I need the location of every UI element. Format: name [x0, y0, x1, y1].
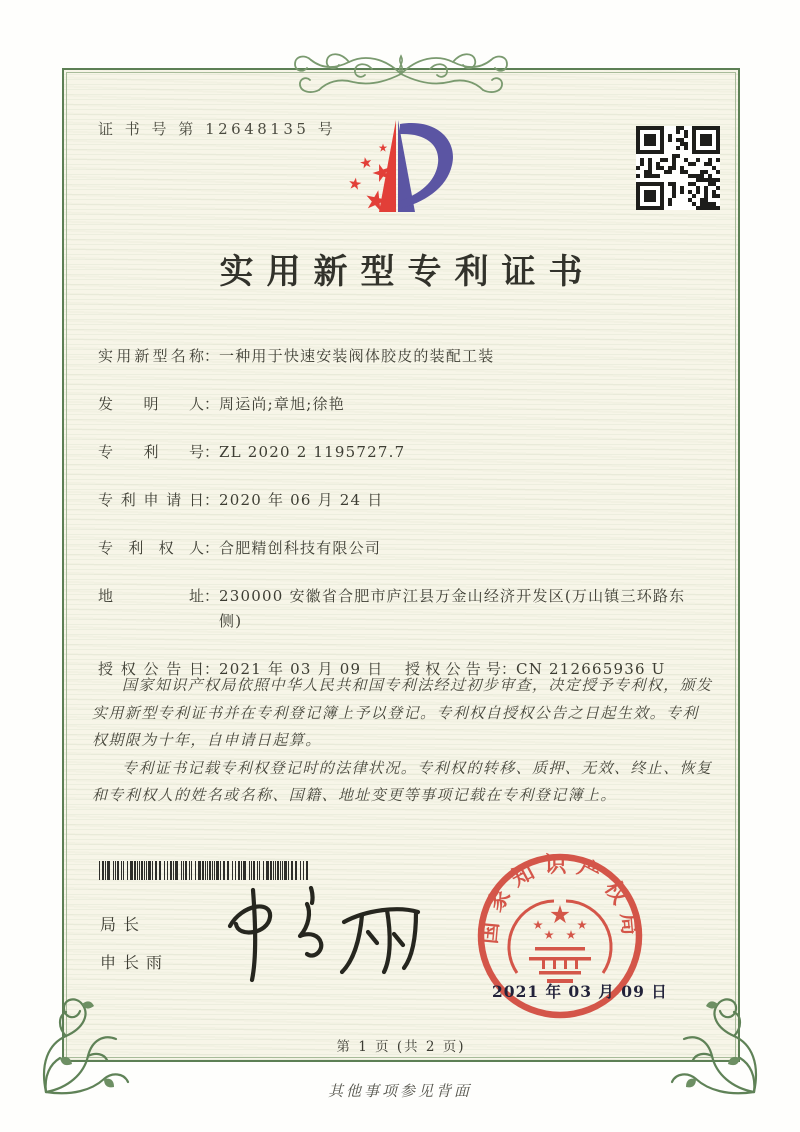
field-label: 发明人: [98, 395, 204, 413]
field-row-address: [98, 584, 710, 634]
barcode: [99, 861, 311, 880]
signer-title: 局长: [100, 915, 147, 934]
legal-paragraph-2: 专利证书记载专利权登记时的法律状况。专利权的转移、质押、无效、终止、恢复和专利权人的姓名或名称、国籍、地址变更等事项记载在专利登记簿上。: [92, 758, 713, 804]
field-label: 地址: [98, 587, 204, 605]
svg-text:国家知识产权局: [476, 852, 644, 945]
field-colon: ：: [204, 587, 220, 605]
field-row-patent-no: [98, 440, 710, 465]
field-value: 合肥精创科技有限公司: [219, 539, 382, 557]
ornament-corner-icon: [30, 992, 146, 1106]
field-label: 实用新型名称: [98, 347, 204, 365]
field-value: 2020 年 06 月 24 日: [219, 491, 384, 509]
field-label: 授权公告号: [405, 660, 502, 678]
certificate-number: 证 书 号 第 12648135 号: [98, 120, 337, 138]
field-label: 专利申请日: [98, 491, 204, 509]
seal-text: 国家知识产权局: [475, 851, 645, 946]
certificate-title: 实用新型专利证书: [219, 252, 596, 292]
signer-name: 申长雨: [100, 953, 170, 972]
field-row-filing-date: [98, 488, 710, 513]
field-value: 230000 安徽省合肥市庐江县万金山经济开发区(万山镇三环路东侧): [219, 587, 686, 630]
legal-text: [92, 672, 714, 810]
field-colon: ：: [204, 491, 220, 509]
grant-no-value: CN 212665936 U: [516, 660, 666, 678]
footer-note: 其他事项参见背面: [327, 1082, 472, 1100]
certificate-content: [62, 68, 740, 1062]
legal-paragraph-1: 国家知识产权局依照中华人民共和国专利法经过初步审查，决定授予专利权，颁发实用新型专利证书并在专利登记簿上予以登记。专利权自授权公告之日起生效。专利权期限为十年，自申请日起算。: [92, 676, 713, 749]
qr-code: [636, 126, 720, 210]
field-colon: ：: [204, 539, 220, 557]
ornament-corner-icon: [654, 992, 770, 1106]
page-number: 第 1 页 (共 2 页): [336, 1039, 466, 1055]
field-colon: ：: [204, 660, 220, 678]
field-row-name: [98, 344, 710, 369]
cnipa-logo-icon: [330, 112, 466, 220]
signature-icon: [210, 880, 440, 990]
field-row-inventors: [98, 392, 710, 417]
field-label: 授权公告日: [98, 660, 204, 678]
field-label: 专利权人: [98, 539, 204, 557]
field-colon: ：: [204, 347, 220, 365]
field-label: 专利号: [98, 443, 204, 461]
field-colon: ：: [204, 395, 220, 413]
field-value: ZL 2020 2 1195727.7: [219, 443, 406, 461]
field-value: 周运尚;章旭;徐艳: [219, 395, 345, 413]
field-colon: ：: [501, 660, 517, 678]
ornament-top-icon: [282, 42, 520, 104]
grant-date-value: 2021 年 03 月 09 日: [219, 660, 384, 678]
field-row-patentee: [98, 536, 710, 561]
seal-date: 2021 年 03 月 09 日: [492, 982, 668, 1001]
field-colon: ：: [204, 443, 220, 461]
field-value: 一种用于快速安装阀体胶皮的装配工装: [219, 347, 495, 365]
field-list: [98, 344, 710, 705]
